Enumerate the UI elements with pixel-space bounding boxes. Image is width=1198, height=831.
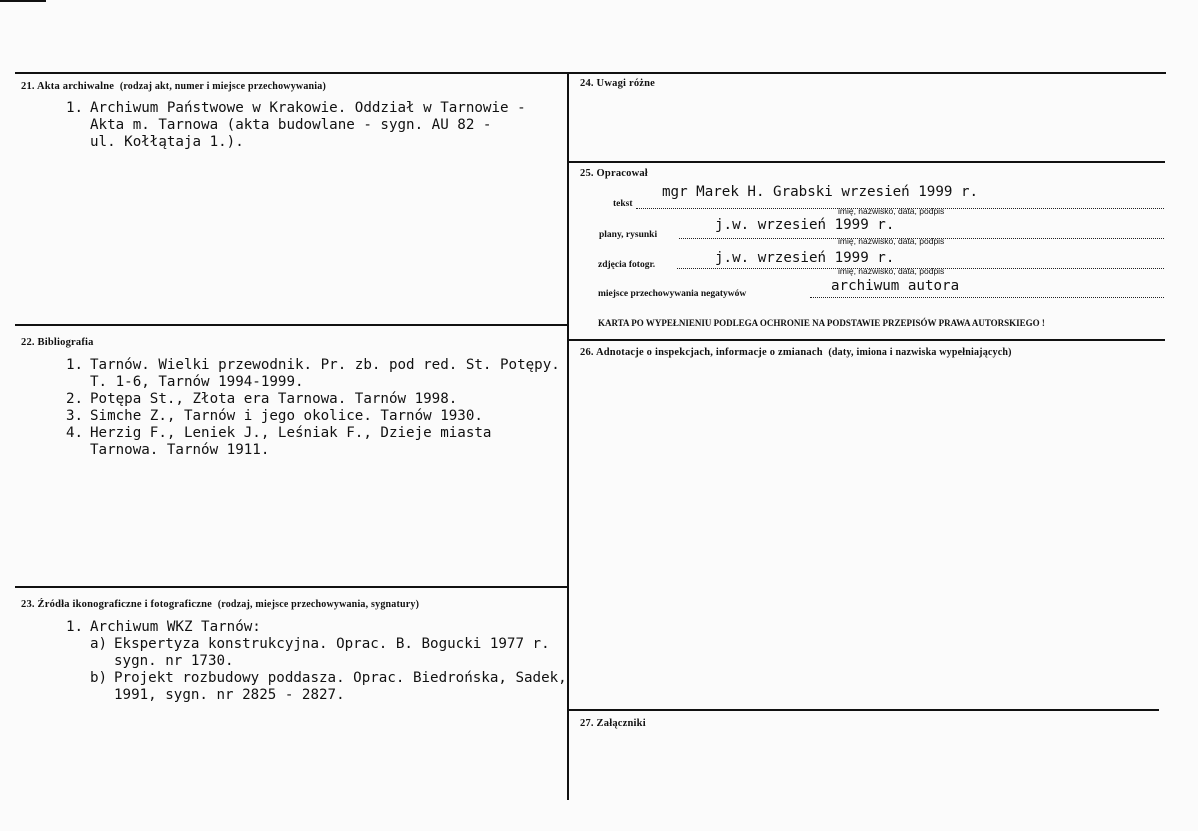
archive-records-list <box>66 100 526 151</box>
item-text-line: T. 1-6, Tarnów 1994-1999. <box>90 374 304 390</box>
item-letter: b) <box>90 670 108 686</box>
section-23-title: 23. Źródła ikonograficzne i fotograficzne <box>21 599 213 610</box>
list-item <box>66 357 560 391</box>
item-text-line: sygn. nr 1730. <box>114 653 234 669</box>
bibliography-list <box>66 357 560 459</box>
rule-left-22 <box>15 324 569 326</box>
rule-right-27 <box>567 709 1159 711</box>
item-letter: a) <box>90 636 108 652</box>
item-text-line: Potępa St., Złota era Tarnowa. Tarnów 1998. <box>90 391 458 407</box>
center-divider <box>567 72 569 800</box>
item-text-line: Projekt rozbudowy poddasza. Oprac. Biedrońska, Sadek, <box>114 670 567 686</box>
item-text-line: Simche Z., Tarnów i jego okolice. Tarnów 1930. <box>90 408 483 424</box>
item-text-line: 1991, sygn. nr 2825 - 2827. <box>114 687 345 703</box>
item-text-line: Tarnowa. Tarnów 1911. <box>90 442 270 458</box>
section-23-subtitle: (rodzaj, miejsce przechowywania, sygnatury) <box>217 599 420 610</box>
section-26-subtitle: (daty, imiona i nazwiska wypełniających) <box>828 347 1012 358</box>
field-value-photos: j.w. wrzesień 1999 r. <box>715 250 895 266</box>
list-item <box>66 425 560 459</box>
corner-mark <box>0 0 46 2</box>
item-number: 2. <box>66 391 84 407</box>
section-27-header <box>580 718 646 729</box>
sublist-item <box>90 670 567 704</box>
list-item <box>66 391 560 408</box>
field-value-negatives: archiwum autora <box>831 278 960 294</box>
iconographic-sources-list <box>66 619 567 704</box>
section-21-title: 21. Akta archiwalne <box>21 81 115 92</box>
section-25-title: 25. Opracował <box>580 168 648 179</box>
list-item <box>66 100 526 151</box>
section-27-title: 27. Załączniki <box>580 718 646 729</box>
section-24-header <box>580 78 655 89</box>
section-21-subtitle: (rodzaj akt, numer i miejsce przechowywania) <box>119 81 326 92</box>
item-text-line: ul. Kołłątaja 1.). <box>90 134 244 150</box>
item-number: 1. <box>66 619 84 635</box>
field-label-negatives: miejsce przechowywania negatywów <box>598 289 747 299</box>
field-value-text: mgr Marek H. Grabski wrzesień 1999 r. <box>662 184 979 200</box>
item-number: 3. <box>66 408 84 424</box>
section-24-title: 24. Uwagi różne <box>580 78 656 89</box>
field-hint: imię, nazwisko, data, podpis <box>838 266 945 276</box>
section-22-header <box>21 337 94 348</box>
field-value-plans: j.w. wrzesień 1999 r. <box>715 217 895 233</box>
rule-right-25 <box>567 161 1165 163</box>
rule-left-23 <box>15 586 569 588</box>
field-label-plans: plany, rysunki <box>599 230 658 240</box>
field-hint: imię, nazwisko, data, podpis <box>838 206 945 216</box>
item-number: 4. <box>66 425 84 441</box>
iconographic-sublist <box>90 636 567 704</box>
section-25-header <box>580 168 648 179</box>
item-number: 1. <box>66 357 84 373</box>
section-23-header <box>21 599 419 610</box>
field-hint: imię, nazwisko, data, podpis <box>838 236 945 246</box>
dotted-line <box>810 297 1164 298</box>
copyright-notice: KARTA PO WYPEŁNIENIU PODLEGA OCHRONIE NA PODSTAWIE PRZEPISÓW PRAWA AUTORSKIEGO ! <box>598 318 1045 328</box>
item-text: Archiwum WKZ Tarnów: <box>90 619 261 635</box>
item-text-line: Tarnów. Wielki przewodnik. Pr. zb. pod red. St. Potępy. <box>90 357 560 373</box>
rule-right-26 <box>567 339 1165 341</box>
top-rule <box>15 72 1166 74</box>
field-label-photos: zdjęcia fotogr. <box>598 260 656 270</box>
item-text-line: Akta m. Tarnowa (akta budowlane - sygn. AU 82 - <box>90 117 492 133</box>
field-label-text: tekst <box>613 199 633 209</box>
item-text-line: Archiwum Państwowe w Krakowie. Oddział w Tarnowie - <box>90 100 526 116</box>
list-item <box>66 408 560 425</box>
sublist-item <box>90 636 567 670</box>
section-26-title: 26. Adnotacje o inspekcjach, informacje o zmianach <box>580 347 823 358</box>
list-item <box>66 619 567 704</box>
item-text-line: Herzig F., Leniek J., Leśniak F., Dzieje miasta <box>90 425 492 441</box>
section-21-header <box>21 81 326 92</box>
item-text-line: Ekspertyza konstrukcyjna. Oprac. B. Bogucki 1977 r. <box>114 636 550 652</box>
section-26-header <box>580 347 1012 358</box>
section-22-title: 22. Bibliografia <box>21 337 94 348</box>
item-number: 1. <box>66 100 84 116</box>
